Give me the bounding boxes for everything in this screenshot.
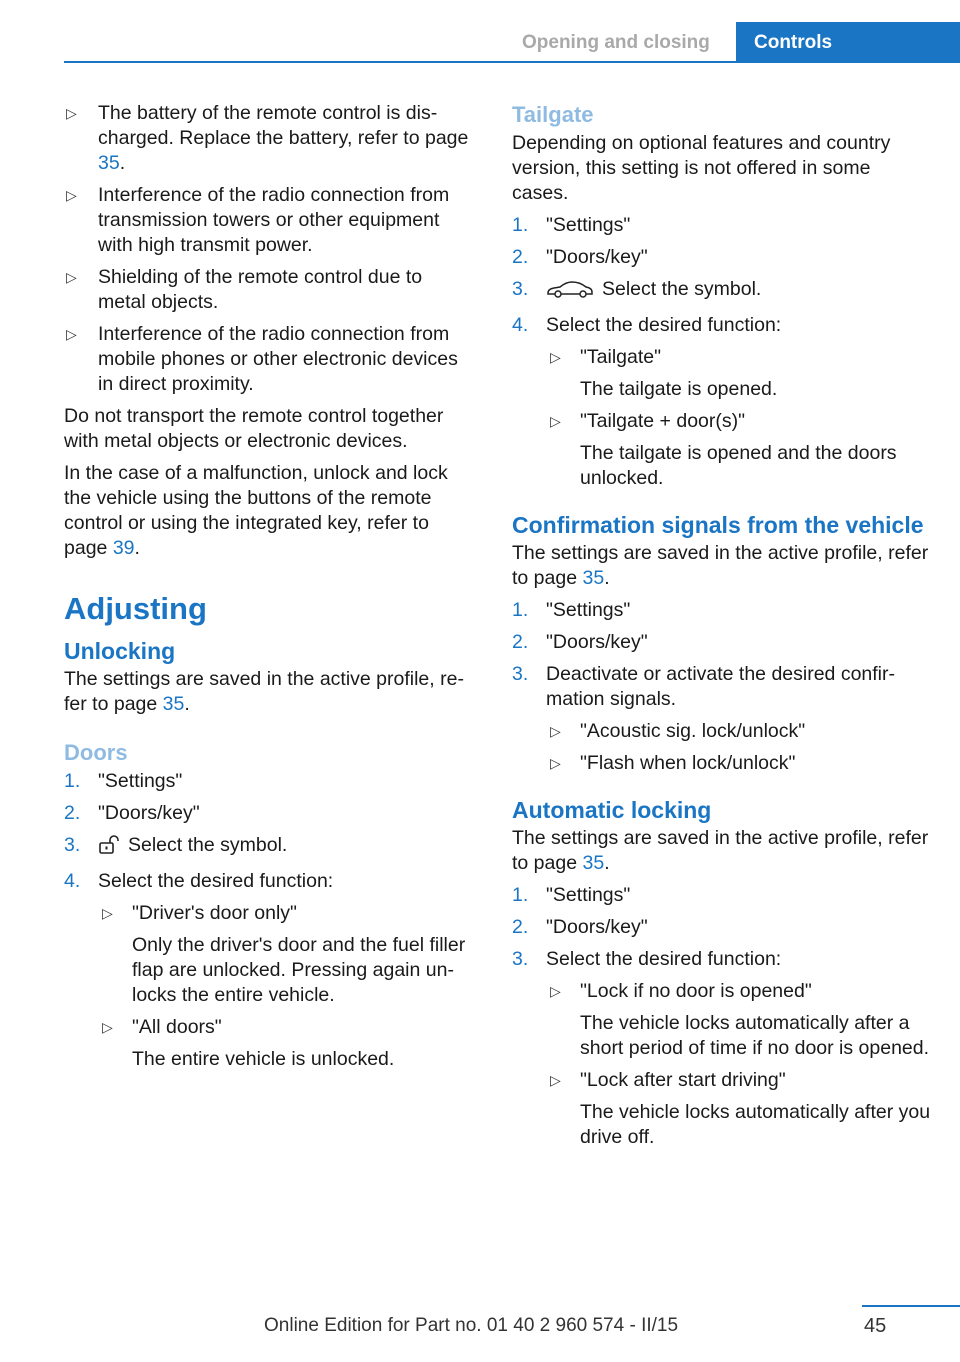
section-heading: Adjusting bbox=[64, 591, 207, 626]
tailgate-options bbox=[546, 345, 932, 491]
chapter-tab[interactable]: Controls bbox=[736, 22, 960, 62]
right-column bbox=[512, 101, 932, 1157]
list-item: ▷ Shielding of the remote control due to metal objects. bbox=[64, 265, 474, 315]
option-item: ▷ "Driver's door only" Only the driver's door and the fuel filler flap are unlocked. Pressing again unlocks the entire vehicle. bbox=[98, 901, 474, 1008]
list-item: 2. "Doors/key" bbox=[512, 246, 648, 268]
list-item: ▷ Interference of the radio connection from transmission towers or other equipment with high transmit power. bbox=[64, 183, 474, 258]
list-item: 1. "Settings" bbox=[64, 770, 183, 792]
option-item: ▷ "Tailgate" The tailgate is opened. bbox=[546, 345, 932, 402]
page-link[interactable]: 35 bbox=[98, 152, 120, 174]
footer-rule bbox=[862, 1305, 960, 1307]
list-item: 3. Select the symbol. bbox=[512, 277, 932, 306]
option-item: ▷ "Acoustic sig. lock/unlock" bbox=[546, 719, 932, 744]
list-item: 2. "Doors/key" bbox=[512, 631, 648, 653]
automatic-locking-options bbox=[546, 979, 932, 1150]
paragraph: The settings are saved in the active profile, refer to page 35. bbox=[64, 668, 464, 715]
list-item: ▷ Interference of the radio connection from mobile phones or other electronic devices in direct proximity. bbox=[64, 322, 474, 397]
header-rule bbox=[64, 61, 960, 63]
car-icon bbox=[546, 279, 594, 306]
header-tabs bbox=[506, 22, 960, 62]
subsection-heading: Unlocking bbox=[64, 638, 176, 664]
paragraph: The settings are saved in the active profile, refer to page 35. bbox=[512, 542, 929, 589]
sub-subsection-heading: Tailgate bbox=[512, 102, 594, 127]
page-number: 45 bbox=[864, 1315, 887, 1337]
doors-steps bbox=[64, 769, 474, 1072]
sub-subsection-heading: Doors bbox=[64, 740, 128, 765]
list-item: 2. "Doors/key" bbox=[512, 916, 648, 938]
page-link[interactable]: 35 bbox=[582, 852, 605, 874]
tailgate-steps bbox=[512, 213, 932, 491]
list-item: 3. Select the symbol. bbox=[64, 833, 474, 862]
subsection-heading: Automatic locking bbox=[512, 797, 712, 823]
list-item: 2. "Doors/key" bbox=[64, 802, 200, 824]
left-column bbox=[64, 101, 474, 1079]
list-item: 4. Select the desired function: ▷ "Driver's door only" Only the driver's door and the fuel filler flap are unlocked. Pressing again unlocks the entire vehicle. ▷ "All doors" The entire vehicle is unlocked. bbox=[64, 869, 474, 1072]
edition-note: Online Edition for Part no. 01 40 2 960 574 - II/15 bbox=[264, 1315, 679, 1336]
option-item: ▷ "Lock if no door is opened" The vehicle locks automatically after a short period of time if no door is opened. bbox=[546, 979, 932, 1061]
doors-options bbox=[98, 901, 474, 1072]
paragraph: Do not transport the remote control together with metal objects or electronic devices. bbox=[64, 405, 444, 452]
list-item: 1. "Settings" bbox=[512, 884, 631, 906]
list-item: 4. Select the desired function: ▷ "Tailgate" The tailgate is opened. ▷ "Tailgate + door(s)" The tailgate is opened and the doors unlocked. bbox=[512, 313, 932, 491]
subsection-heading: Confirmation signals from the vehicle bbox=[512, 512, 924, 538]
confirmation-steps bbox=[512, 598, 932, 776]
list-item: 1. "Settings" bbox=[512, 599, 631, 621]
list-item: ▷ The battery of the remote control is discharged. Replace the battery, refer to page 35. bbox=[64, 101, 474, 176]
option-item: ▷ "Tailgate + door(s)" The tailgate is opened and the doors unlocked. bbox=[546, 409, 932, 491]
list-item: 1. "Settings" bbox=[512, 214, 631, 236]
page-link[interactable]: 35 bbox=[582, 567, 605, 589]
page-link[interactable]: 35 bbox=[162, 693, 185, 715]
page-link[interactable]: 39 bbox=[112, 537, 135, 559]
list-item: 3. Deactivate or activate the desired confirmation signals. ▷ "Acoustic sig. lock/unlock" ▷ "Flash when lock/unlock" bbox=[512, 662, 932, 776]
section-tab[interactable]: Opening and closing bbox=[522, 32, 710, 53]
option-item: ▷ "All doors" The entire vehicle is unlocked. bbox=[98, 1015, 474, 1072]
unlock-icon bbox=[98, 835, 120, 862]
malfunction-causes-list bbox=[64, 101, 474, 397]
paragraph: Depending on optional features and country version, this setting is not offered in some cases. bbox=[512, 132, 891, 204]
paragraph: The settings are saved in the active profile, refer to page 35. bbox=[512, 827, 929, 874]
automatic-locking-steps bbox=[512, 883, 932, 1150]
confirmation-options bbox=[546, 719, 932, 776]
list-item: 3. Select the desired function: ▷ "Lock if no door is opened" The vehicle locks automatically after a short period of time if no door is opened. ▷ "Lock after start driving" The vehicle locks automatically after you drive off. bbox=[512, 947, 932, 1150]
paragraph: In the case of a malfunction, unlock and lock the vehicle using the buttons of the remote control or using the integrated key, refer to page 39. bbox=[64, 462, 448, 559]
option-item: ▷ "Flash when lock/unlock" bbox=[546, 751, 932, 776]
option-item: ▷ "Lock after start driving" The vehicle locks automatically after you drive off. bbox=[546, 1068, 932, 1150]
